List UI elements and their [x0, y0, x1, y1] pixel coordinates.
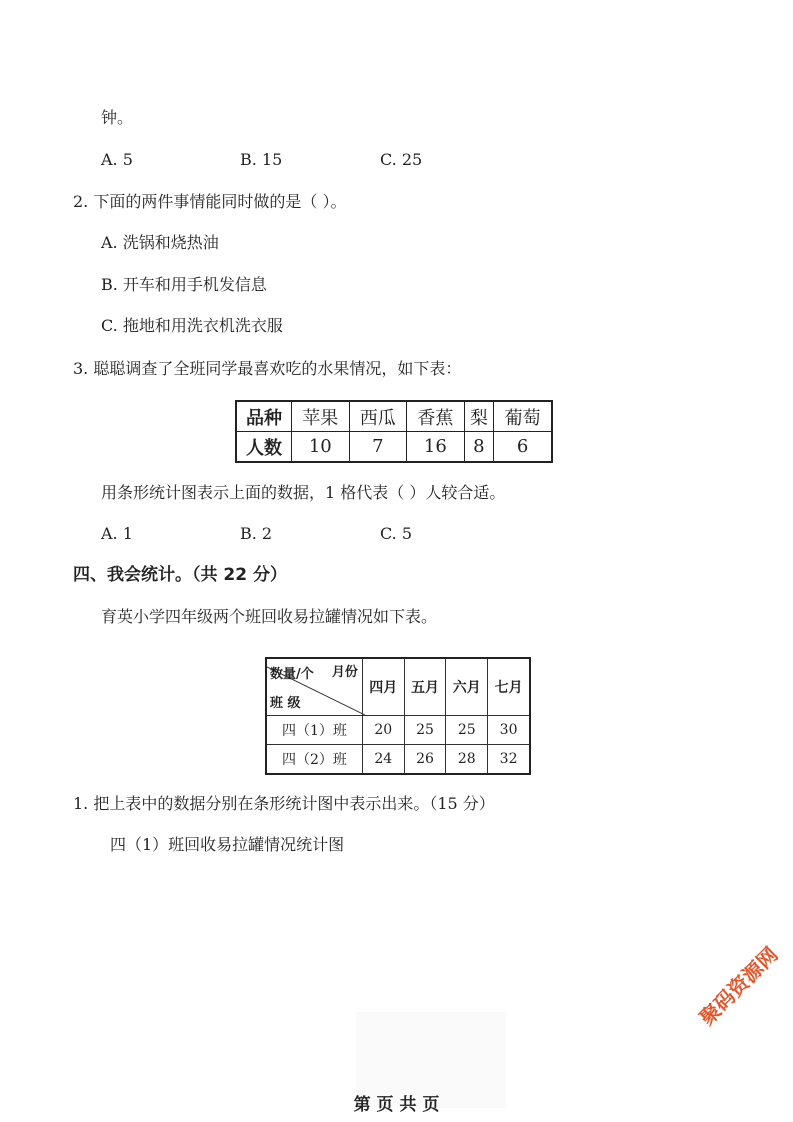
table-cell: 梨 — [464, 401, 494, 432]
class-name-cell: 四（1）班 — [266, 716, 362, 745]
q3-stem: 3. 聪聪调查了全班同学最喜欢吃的水果情况，如下表： — [73, 359, 462, 378]
table-cell: 30 — [488, 716, 530, 745]
table-cell: 香蕉 — [407, 401, 465, 432]
month-header-cell: 七月 — [488, 658, 530, 716]
table-row — [266, 658, 530, 716]
table-cell: 32 — [488, 745, 530, 775]
q3-option-a: A. 1 — [101, 524, 133, 543]
table-cell: 24 — [362, 745, 404, 775]
table-header-cell: 品种 — [236, 401, 292, 432]
table-row — [266, 716, 530, 745]
page-footer: 第 页 共 页 — [353, 1095, 440, 1115]
diag-class-label: 班 级 — [270, 696, 301, 711]
table-header-cell: 人数 — [236, 432, 292, 463]
chart-title: 四（1）班回收易拉罐情况统计图 — [110, 835, 345, 854]
table-cell: 20 — [362, 716, 404, 745]
class-name-cell: 四（2）班 — [266, 745, 362, 775]
table-cell: 25 — [446, 716, 488, 745]
q1-option-c: C. 25 — [380, 150, 423, 169]
table-row — [266, 745, 530, 775]
table-cell: 6 — [494, 432, 552, 463]
month-header-cell: 四月 — [362, 658, 404, 716]
q2-option-b: B. 开车和用手机发信息 — [101, 275, 267, 294]
table-cell: 8 — [464, 432, 494, 463]
month-header-cell: 六月 — [446, 658, 488, 716]
diagonal-header-cell — [266, 658, 362, 716]
q2-option-c: C. 拖地和用洗衣机洗衣服 — [101, 316, 283, 335]
q3-option-b: B. 2 — [240, 524, 273, 543]
table-cell: 26 — [404, 745, 446, 775]
q1-option-b: B. 15 — [240, 150, 283, 169]
table-cell: 葡萄 — [494, 401, 552, 432]
table-cell: 28 — [446, 745, 488, 775]
q1-text-tail: 钟。 — [101, 108, 134, 127]
table-cell: 7 — [349, 432, 407, 463]
q2-stem: 2. 下面的两件事情能同时做的是（ ）。 — [73, 192, 347, 211]
table-row — [236, 401, 552, 432]
table-row — [236, 432, 552, 463]
diag-quantity-label: 数量/个 — [270, 667, 314, 682]
diag-month-label: 月份 — [331, 665, 358, 680]
can-recycling-table — [265, 657, 531, 775]
watermark: 聚码资源网 — [694, 942, 783, 1030]
table-cell: 16 — [407, 432, 465, 463]
fruit-preference-table — [235, 400, 553, 463]
q1-option-a: A. 5 — [101, 150, 133, 169]
table-cell: 10 — [292, 432, 350, 463]
section-4-intro: 育英小学四年级两个班回收易拉罐情况如下表。 — [101, 607, 438, 626]
q2-option-a: A. 洗锅和烧热油 — [101, 233, 219, 252]
table-cell: 25 — [404, 716, 446, 745]
q3-question: 用条形统计图表示上面的数据，1 格代表（ ）人较合适。 — [101, 483, 506, 502]
table-cell: 西瓜 — [349, 401, 407, 432]
table-cell: 苹果 — [292, 401, 350, 432]
month-header-cell: 五月 — [404, 658, 446, 716]
section-4-task-1: 1. 把上表中的数据分别在条形统计图中表示出来。（15 分） — [73, 794, 495, 813]
q3-option-c: C. 5 — [380, 524, 413, 543]
section-4-title: 四、我会统计。（共 22 分） — [73, 565, 287, 585]
